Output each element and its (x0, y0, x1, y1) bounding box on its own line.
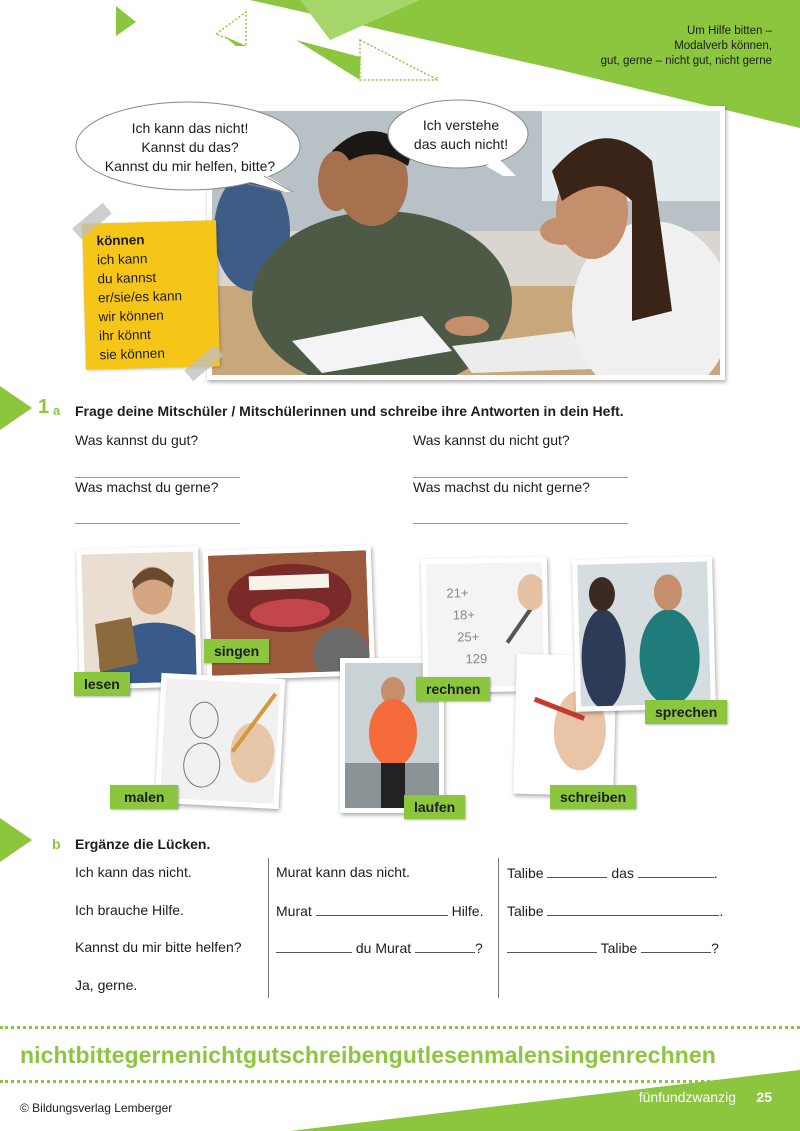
page-word: fünfundzwanzig (638, 1089, 736, 1105)
bubble-right-line-1: Ich verstehe (422, 117, 500, 133)
svg-text:25+: 25+ (457, 629, 480, 645)
talibe-word: Talibe (507, 865, 544, 881)
question-good: Was kannst du gut? (75, 432, 199, 448)
exercise-1a-instruction: Frage deine Mitschüler / Mitschülerinnen und schreibe ihre Antworten in dein Heft. (75, 403, 624, 419)
talibe-row-1 (507, 864, 718, 881)
talibe-row-2 (507, 902, 723, 919)
exercise-letter-b: b (52, 836, 61, 852)
period: . (719, 903, 724, 919)
question-like: Was machst du gerne? (75, 479, 219, 495)
talibe-word: Talibe (507, 903, 544, 919)
murat-question: du Murat (355, 940, 412, 956)
grammar-line: wir können (98, 307, 165, 325)
bubble-left-line-1: Ich kann das nicht! (131, 120, 249, 136)
gap-input[interactable] (415, 939, 475, 953)
talibe-das: das (611, 865, 634, 881)
label-singen: singen (204, 639, 269, 663)
sentence-1: Ich kann das nicht. (75, 864, 192, 880)
murat-row-2 (276, 902, 483, 919)
label-lesen: lesen (74, 672, 130, 696)
answer-line[interactable] (75, 477, 240, 478)
speech-bubble-right (386, 96, 536, 176)
label-laufen: laufen (404, 795, 465, 819)
gap-input[interactable] (641, 939, 711, 953)
photo-talking (572, 556, 716, 712)
bubble-right-line-2: das auch nicht! (413, 136, 509, 152)
speech-bubble-left (74, 98, 306, 192)
period: . (713, 865, 718, 881)
question-not-good: Was kannst du nicht gut? (413, 432, 570, 448)
exercise-number: 1 (38, 396, 50, 418)
label-rechnen: rechnen (416, 677, 490, 701)
answer-line[interactable] (75, 523, 240, 524)
label-sprechen: sprechen (645, 700, 727, 724)
topic-line-3: gut, gerne – nicht gut, nicht gerne (600, 55, 772, 67)
grammar-line: er/sie/es kann (97, 288, 183, 306)
page-number: 25 (756, 1089, 772, 1105)
grammar-note-title: können (96, 232, 145, 249)
grammar-line: sie können (99, 345, 166, 363)
gap-input[interactable] (547, 902, 719, 916)
column-divider (268, 858, 269, 998)
gap-input[interactable] (547, 864, 607, 878)
label-schreiben: schreiben (550, 785, 636, 809)
svg-text:129: 129 (465, 650, 488, 667)
talibe-row-3 (507, 939, 719, 956)
svg-text:18+: 18+ (452, 607, 476, 623)
question-mark: ? (475, 940, 483, 956)
question-mark: ? (711, 940, 719, 956)
talibe-word: Talibe (600, 940, 638, 956)
svg-text:21+: 21+ (446, 585, 469, 601)
murat-word: Murat (276, 903, 312, 919)
section-marker-1a (0, 386, 32, 430)
grammar-line: ich kann (96, 251, 148, 268)
column-divider (498, 858, 499, 998)
gap-input[interactable] (316, 902, 448, 916)
sentence-2: Ich brauche Hilfe. (75, 902, 184, 918)
word-chain: nichtbittegernenichtgutschreibengutlesenmalensingenrechnen (20, 1042, 716, 1068)
gap-input[interactable] (638, 864, 714, 878)
murat-row-1 (276, 864, 410, 880)
murat-sentence: Murat kann das nicht. (276, 864, 410, 880)
dotted-divider-top (0, 1026, 800, 1029)
question-not-like: Was machst du nicht gerne? (413, 479, 590, 495)
sentence-3: Kannst du mir bitte helfen? (75, 939, 242, 955)
label-malen: malen (110, 785, 178, 809)
murat-row-3 (276, 939, 483, 956)
sentence-4: Ja, gerne. (75, 977, 138, 993)
answer-line[interactable] (413, 477, 628, 478)
section-marker-1b (0, 818, 32, 862)
topic-line-1: Um Hilfe bitten – (686, 25, 772, 37)
gap-input[interactable] (276, 939, 352, 953)
copyright: © Bildungsverlag Lemberger (20, 1101, 173, 1115)
bubble-left-line-2: Kannst du das? (141, 139, 239, 155)
grammar-line: ihr könnt (98, 327, 152, 344)
exercise-1b-instruction: Ergänze die Lücken. (75, 836, 211, 852)
exercise-letter-a: a (53, 403, 61, 418)
grammar-line: du kannst (97, 269, 157, 287)
gap-input[interactable] (507, 939, 597, 953)
topic-line-2: Modalverb können, (674, 40, 772, 52)
grammar-note (82, 220, 220, 369)
murat-end: Hilfe. (451, 903, 484, 919)
answer-line[interactable] (413, 523, 628, 524)
bubble-left-line-3: Kannst du mir helfen, bitte? (104, 158, 276, 174)
photo-reading (76, 546, 202, 689)
topic-note (492, 24, 772, 69)
